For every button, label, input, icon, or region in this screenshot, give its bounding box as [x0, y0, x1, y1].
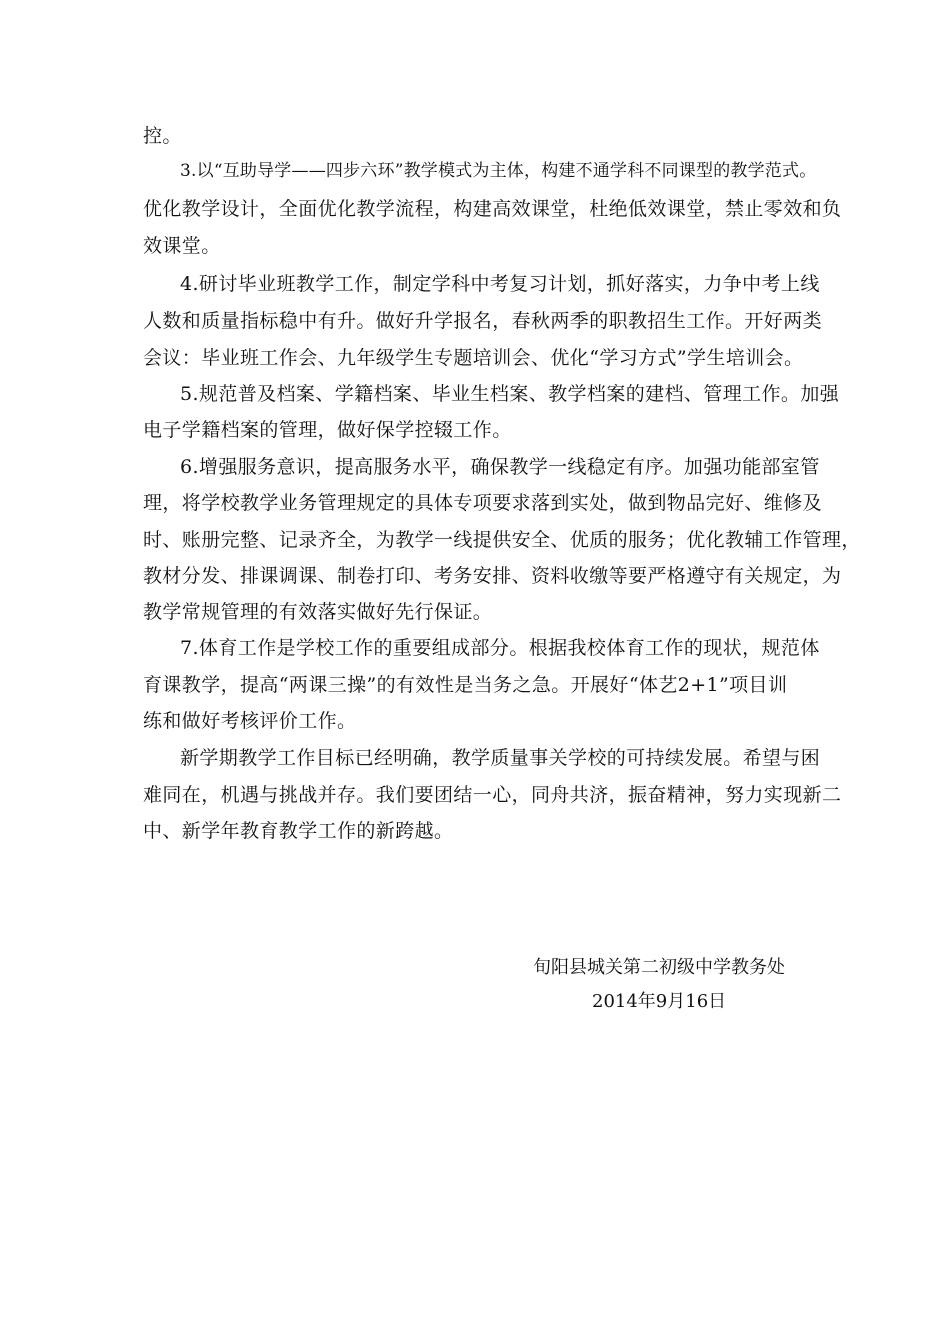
text-line: 优化教学设计，全面优化教学流程，构建高效课堂，杜绝低效课堂，禁止零效和负 — [143, 198, 842, 220]
signature-organization: 旬阳县城关第二初级中学教务处 — [533, 957, 785, 978]
text-line: 难同在，机遇与挑战并存。我们要团结一心，同舟共济，振奋精神，努力实现新二 — [143, 784, 842, 806]
text-line: 4.研讨毕业班教学工作，制定学科中考复习计划，抓好落实，力争中考上线 — [180, 273, 820, 295]
text-line: 中、新学年教育教学工作的新跨越。 — [143, 820, 454, 842]
text-line: 电子学籍档案的管理，做好保学控辍工作。 — [143, 419, 512, 441]
text-line: 新学期教学工作目标已经明确，教学质量事关学校的可持续发展。希望与困 — [180, 747, 821, 769]
text-line: 效课堂。 — [143, 235, 221, 257]
text-line: 5.规范普及档案、学籍档案、毕业生档案、教学档案的建档、管理工作。加强 — [180, 383, 840, 405]
text-line: 3.以“互助导学——四步六环”教学模式为主体，构建不通学科不同课型的教学范式。 — [180, 161, 817, 181]
text-line: 控。 — [143, 125, 182, 147]
text-line: 7.体育工作是学校工作的重要组成部分。根据我校体育工作的现状，规范体 — [180, 637, 820, 659]
signature-date: 2014年9月16日 — [592, 991, 727, 1012]
text-line: 练和做好考核评价工作。 — [143, 710, 357, 732]
text-line: 理，将学校教学业务管理规定的具体专项要求落到实处，做到物品完好、维修及 — [143, 492, 823, 514]
text-line: 6.增强服务意识，提高服务水平，确保教学一线稳定有序。加强功能部室管 — [180, 456, 820, 478]
text-line: 会议：毕业班工作会、九年级学生专题培训会、优化“学习方式”学生培训会。 — [143, 347, 804, 369]
text-line: 人数和质量指标稳中有升。做好升学报名，春秋两季的职教招生工作。开好两类 — [143, 310, 823, 332]
text-line: 育课教学，提高“两课三操”的有效性是当务之急。开展好“体艺2+1”项目训 — [143, 674, 788, 696]
text-line: 教材分发、排课调课、制卷打印、考务安排、资料收缴等要严格遵守有关规定，为 — [143, 565, 842, 587]
text-line: 教学常规管理的有效落实做好先行保证。 — [143, 601, 493, 623]
text-line: 时、账册完整、记录齐全，为教学一线提供安全、优质的服务；优化教辅工作管理， — [143, 529, 861, 551]
